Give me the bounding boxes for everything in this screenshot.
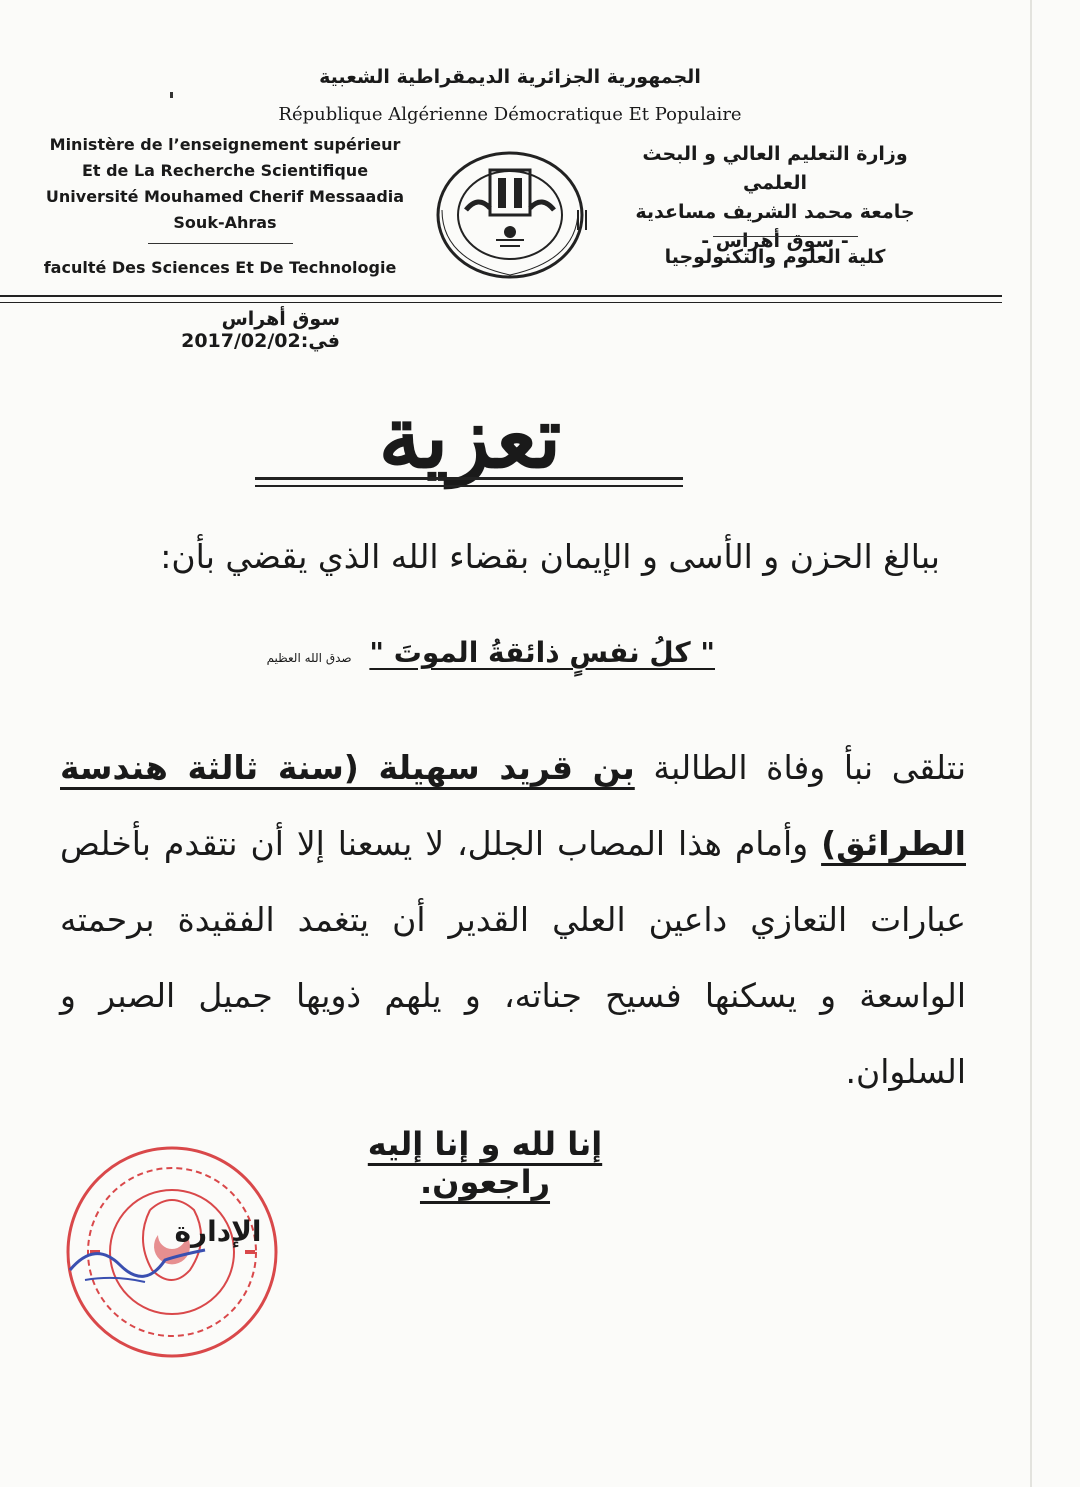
deceased-name: بن قريد سهيلة (سنة ثالثة هندسة الطرائق): [60, 748, 966, 863]
university-fr: Université Mouhamed Cherif Messaadia: [45, 187, 405, 206]
arabic-header-rule: [713, 236, 858, 237]
document-title: تعزية: [378, 387, 562, 488]
ministry-ar: وزارة التعليم العالي و البحث العلمي: [642, 143, 908, 194]
french-header-rule: [148, 243, 293, 244]
ministry-fr: Ministère de l’enseignement supérieur: [49, 135, 401, 154]
quote-attribution: صدق الله العظيم: [266, 651, 352, 665]
republic-french: République Algérienne Démocratique Et Populaire: [278, 104, 742, 125]
paper-speck: [170, 92, 173, 98]
body-part-2: وأمام هذا المصاب الجلل، لا يسعنا إلا أن نتقدم بأخلص عبارات التعازي داعين العلي القدير أن يتغمد الفقيدة برحمته الواسعة و يسكنها فسيح جناته، و يلهم ذويها جميل الصبر و السلوان.: [60, 824, 966, 1091]
title-underline-thin: [255, 485, 683, 487]
quote-text: " كلُ نفسٍ ذائقةُ الموتَ ": [369, 636, 715, 669]
faculty-fr: faculté Des Sciences Et De Technologie: [43, 258, 397, 277]
header-separator-thin: [0, 302, 1002, 303]
closing-verse: إنا لله و إنا إليه راجعون.: [367, 1125, 603, 1201]
research-fr: Et de La Recherche Scientifique: [81, 161, 369, 180]
university-logo: [428, 140, 598, 290]
condolence-body: [60, 730, 966, 1110]
header-separator: [0, 295, 1002, 297]
faculty-ar: كلية العلوم والتكنولوجيا: [664, 246, 886, 268]
university-ar: جامعة محمد الشريف مساعدية: [635, 201, 915, 223]
intro-text: ببالغ الحزن و الأسى و الإيمان بقضاء الله الذي يقضي بأن:: [160, 537, 940, 576]
title-underline: [255, 477, 683, 480]
arabic-header-block: [610, 140, 940, 256]
french-header-block: [40, 132, 410, 236]
republic-arabic: الجمهورية الجزائرية الديمقراطية الشعبية: [319, 66, 701, 88]
city-fr: Souk-Ahras: [173, 213, 277, 232]
administration-label: الإدارة: [174, 1215, 262, 1248]
paper-edge: [1030, 0, 1032, 1487]
city-ar: - سوق أهراس -: [701, 230, 849, 252]
body-part-1: نتلقى نبأ وفاة الطالبة: [634, 748, 967, 787]
date-line: سوق أهراس في:2017/02/02: [181, 308, 340, 352]
quran-quote: [215, 636, 715, 669]
